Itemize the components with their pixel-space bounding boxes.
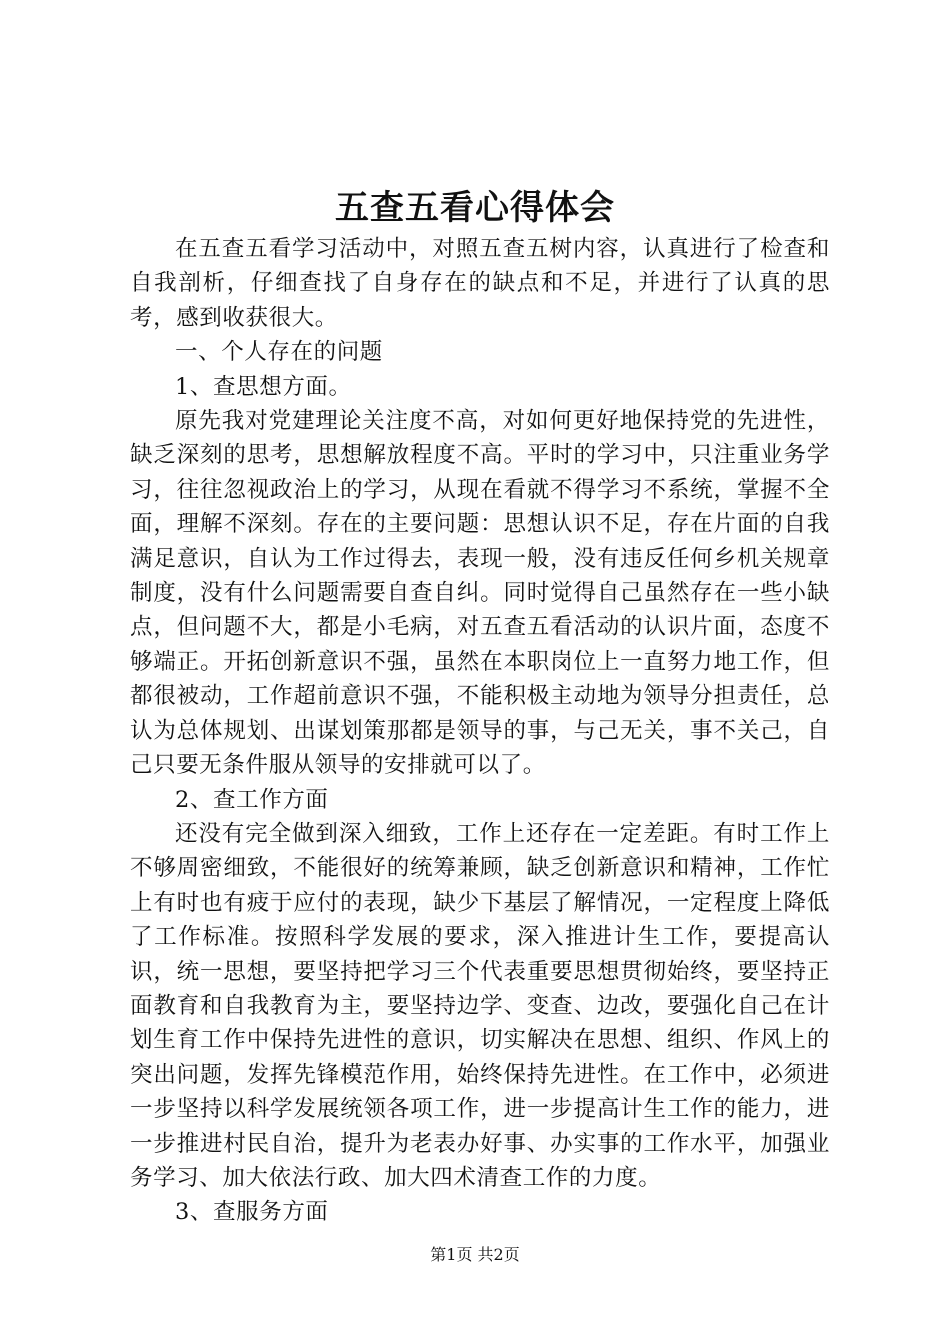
subsection-heading: 2、查工作方面	[175, 786, 329, 813]
document-title: 五查五看心得体会	[335, 188, 615, 228]
paragraph: 还没有完全做到深入细致，工作上还存在一定差距。有时工作上不够周密细致，不能很好的统筹兼顾，缺乏创新意识和精神，工作忙上有时也有疲于应付的表现，缺少下基层了解情况，一定程度上降低了工作标准。按照科学发展的要求，深入推进计生工作，要提高认识，统一思想，要坚持把学习三个代表重要思想贯彻始终，要坚持正面教育和自我教育为主，要坚持边学、变查、边改，要强化自己在计划生育工作中保持先进性的意识，切实解决在思想、组织、作风上的突出问题，发挥先锋模范作用，始终保持先进性。在工作中，必须进一步坚持以科学发展统领各项工作，进一步提高计生工作的能力，进一步推进村民自治，提升为老表办好事、办实事的工作水平，加强业务学习、加大依法行政、加大四术清查工作的力度。	[130, 820, 830, 1191]
subsection-heading: 3、查服务方面	[175, 1199, 329, 1226]
paragraph-intro: 在五查五看学习活动中，对照五查五树内容，认真进行了检查和自我剖析，仔细查找了自身存在的缺点和不足，并进行了认真的思考，感到收获很大。	[130, 236, 830, 331]
paragraph: 原先我对党建理论关注度不高，对如何更好地保持党的先进性，缺乏深刻的思考，思想解放程度不高。平时的学习中，只注重业务学习，往往忽视政治上的学习，从现在看就不得学习不系统，掌握不全面，理解不深刻。存在的主要问题：思想认识不足，存在片面的自我满足意识，自认为工作过得去，表现一般，没有违反任何乡机关规章制度，没有什么问题需要自查自纠。同时觉得自己虽然存在一些小缺点，但问题不大，都是小毛病，对五查五看活动的认识片面，态度不够端正。开拓创新意识不强，虽然在本职岗位上一直努力地工作，但都很被动，工作超前意识不强，不能积极主动地为领导分担责任，总认为总体规划、出谋划策那都是领导的事，与己无关，事不关己，自己只要无条件服从领导的安排就可以了。	[130, 408, 830, 779]
subsection-heading: 1、查思想方面。	[175, 373, 352, 400]
page-footer: 第1页 共2页	[430, 1245, 520, 1264]
document-body	[130, 232, 830, 1230]
section-heading: 一、个人存在的问题	[175, 339, 383, 366]
